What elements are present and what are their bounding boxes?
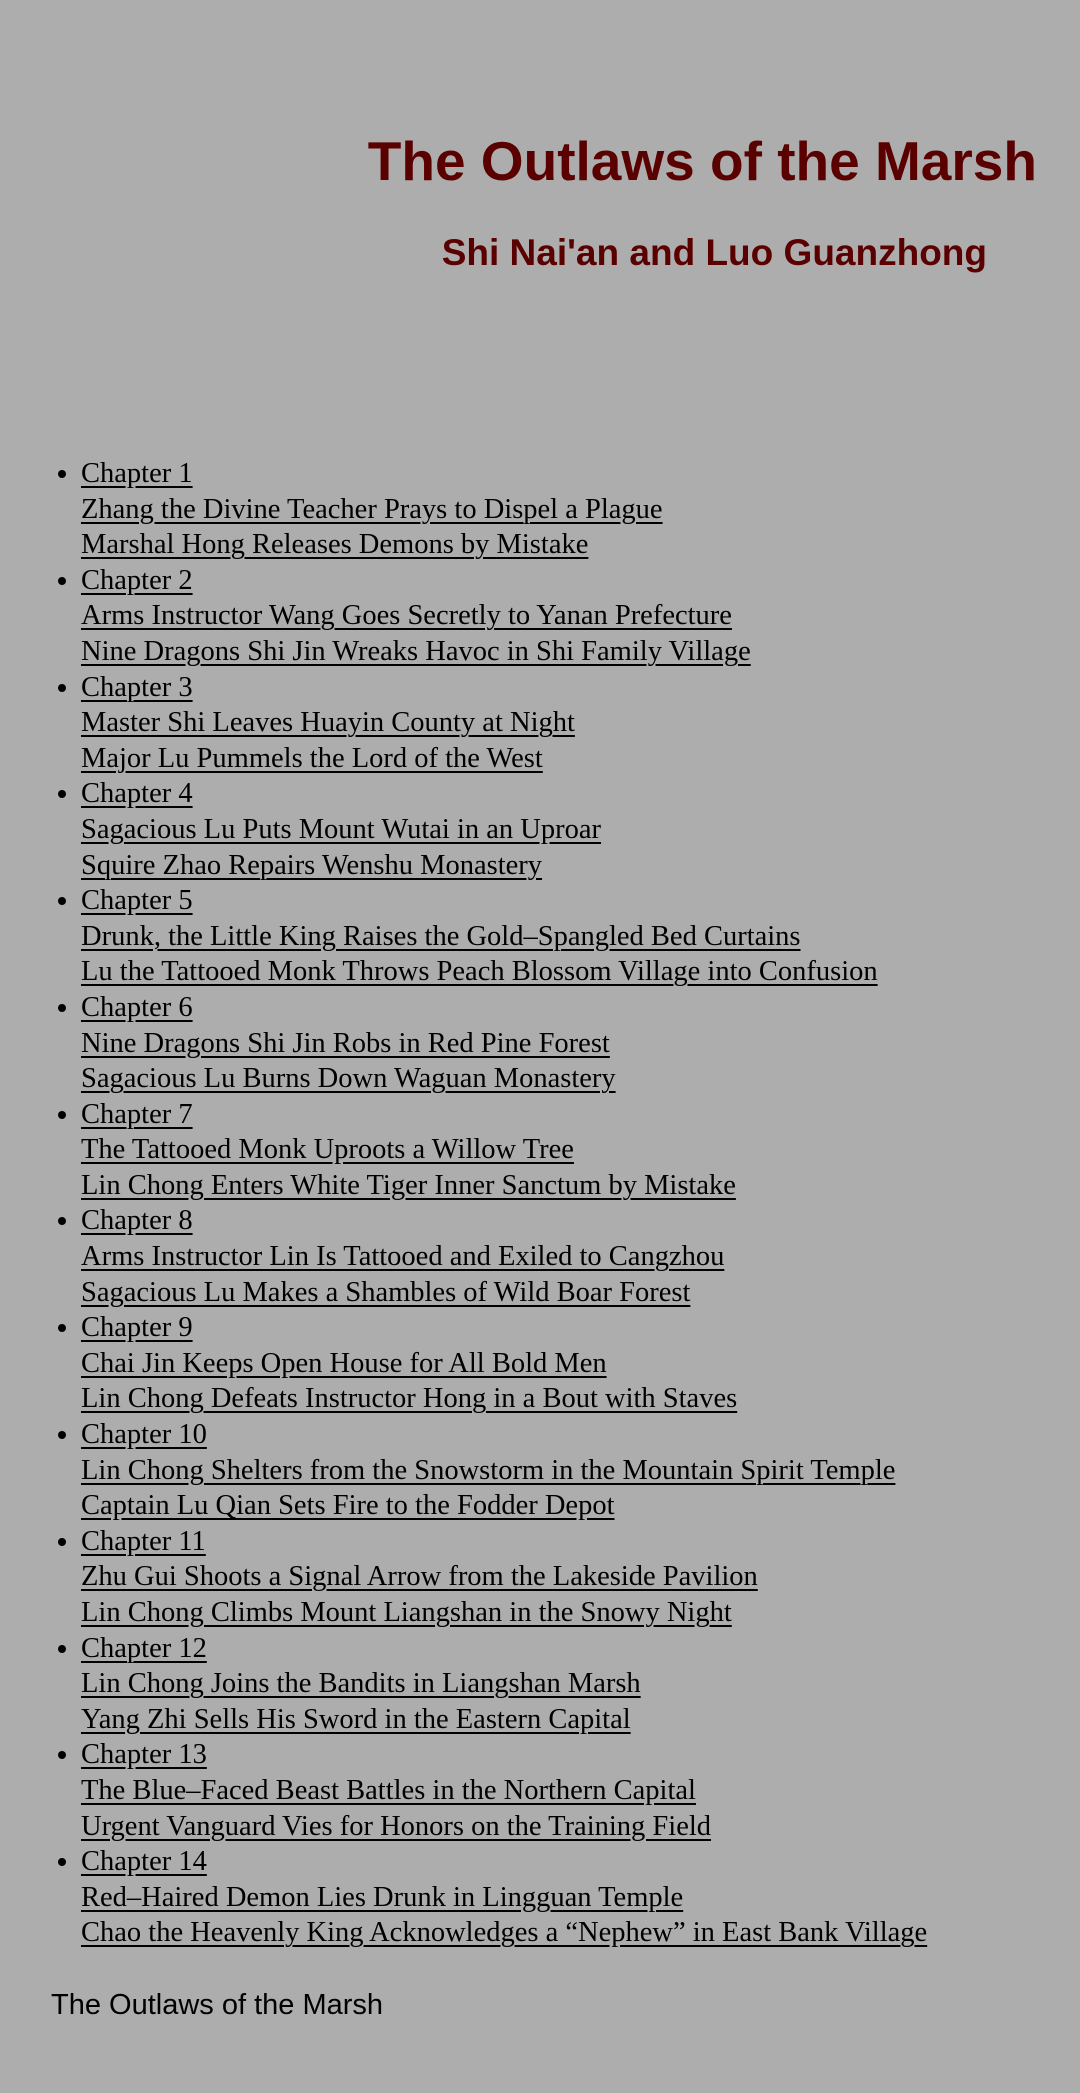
chapter-9-title-link-2[interactable]: Lin Chong Defeats Instructor Hong in a Bout with Staves [81, 1383, 738, 1415]
toc-item-chapter-12 [81, 1631, 1041, 1738]
toc-item-chapter-7 [81, 1097, 1041, 1204]
chapter-2-title-link-2[interactable]: Nine Dragons Shi Jin Wreaks Havoc in Shi Family Village [81, 635, 751, 667]
chapter-3-link[interactable]: • Chapter 3 [81, 671, 193, 703]
chapter-4-title-link-1[interactable]: Sagacious Lu Puts Mount Wutai in an Uproar [81, 813, 601, 845]
chapter-8-link[interactable]: • Chapter 8 [81, 1205, 193, 1237]
toc-item-chapter-6 [81, 990, 1041, 1097]
chapter-1-title-link-2[interactable]: Marshal Hong Releases Demons by Mistake [81, 529, 589, 561]
chapter-3-title-link-2[interactable]: Major Lu Pummels the Lord of the West [81, 742, 543, 774]
chapter-14-link[interactable]: • Chapter 14 [81, 1846, 207, 1878]
chapter-10-title-link-1[interactable]: Lin Chong Shelters from the Snowstorm in the Mountain Spirit Temple [81, 1454, 896, 1486]
chapter-8-title-link-1[interactable]: Arms Instructor Lin Is Tattooed and Exiled to Cangzhou [81, 1241, 725, 1273]
chapter-14-title-link-2[interactable]: Chao the Heavenly King Acknowledges a “Nephew” in East Bank Village [81, 1917, 928, 1949]
chapter-12-title-link-1[interactable]: Lin Chong Joins the Bandits in Liangshan Marsh [81, 1668, 641, 1700]
chapter-7-link[interactable]: • Chapter 7 [81, 1098, 193, 1130]
chapter-11-title-link-1[interactable]: Zhu Gui Shoots a Signal Arrow from the Lakeside Pavilion [81, 1561, 758, 1593]
chapter-8-title-link-2[interactable]: Sagacious Lu Makes a Shambles of Wild Boar Forest [81, 1276, 691, 1308]
chapter-13-link[interactable]: • Chapter 13 [81, 1739, 207, 1771]
chapter-13-title-link-1[interactable]: The Blue–Faced Beast Battles in the Northern Capital [81, 1774, 696, 1806]
chapter-9-link[interactable]: • Chapter 9 [81, 1312, 193, 1344]
toc-item-chapter-9 [81, 1310, 1041, 1417]
chapter-10-title-link-2[interactable]: Captain Lu Qian Sets Fire to the Fodder Depot [81, 1490, 615, 1522]
toc-item-chapter-8 [81, 1203, 1041, 1310]
toc-item-chapter-1 [81, 456, 1041, 563]
chapter-4-title-link-2[interactable]: Squire Zhao Repairs Wenshu Monastery [81, 849, 543, 881]
toc-item-chapter-13 [81, 1737, 1041, 1844]
chapter-4-link[interactable]: • Chapter 4 [81, 778, 193, 810]
toc-item-chapter-4 [81, 776, 1041, 883]
table-of-contents [0, 456, 1041, 1951]
chapter-12-title-link-2[interactable]: Yang Zhi Sells His Sword in the Eastern Capital [81, 1703, 631, 1735]
chapter-12-link[interactable]: • Chapter 12 [81, 1632, 207, 1664]
chapter-14-title-link-1[interactable]: Red–Haired Demon Lies Drunk in Lingguan Temple [81, 1881, 684, 1913]
chapter-5-title-link-1[interactable]: Drunk, the Little King Raises the Gold–Spangled Bed Curtains [81, 920, 801, 952]
chapter-5-title-link-2[interactable]: Lu the Tattooed Monk Throws Peach Blossom Village into Confusion [81, 956, 878, 988]
chapter-1-title-link-1[interactable]: Zhang the Divine Teacher Prays to Dispel a Plague [81, 493, 663, 525]
toc-item-chapter-2 [81, 563, 1041, 670]
chapter-11-title-link-2[interactable]: Lin Chong Climbs Mount Liangshan in the Snowy Night [81, 1597, 732, 1628]
chapter-2-title-link-1[interactable]: Arms Instructor Wang Goes Secretly to Yanan Prefecture [81, 600, 732, 632]
toc-item-chapter-10 [81, 1417, 1041, 1524]
chapter-7-title-link-2[interactable]: Lin Chong Enters White Tiger Inner Sanctum by Mistake [81, 1169, 736, 1201]
footer-book-title: The Outlaws of the Marsh [51, 1989, 384, 2021]
book-title: The Outlaws of the Marsh [367, 130, 1037, 192]
chapter-13-title-link-2[interactable]: Urgent Vanguard Vies for Honors on the Training Field [81, 1810, 712, 1842]
book-author: Shi Nai'an and Luo Guanzhong [441, 232, 987, 273]
chapter-6-link[interactable]: • Chapter 6 [81, 991, 193, 1023]
toc-item-chapter-5 [81, 883, 1041, 990]
toc-item-chapter-11 [81, 1524, 1041, 1631]
chapter-3-title-link-1[interactable]: Master Shi Leaves Huayin County at Night [81, 707, 575, 739]
chapter-9-title-link-1[interactable]: Chai Jin Keeps Open House for All Bold Men [81, 1347, 607, 1379]
chapter-6-title-link-2[interactable]: Sagacious Lu Burns Down Waguan Monastery [81, 1063, 616, 1095]
chapter-10-link[interactable]: • Chapter 10 [81, 1419, 207, 1451]
chapter-11-link[interactable]: • Chapter 11 [81, 1525, 206, 1557]
chapter-6-title-link-1[interactable]: Nine Dragons Shi Jin Robs in Red Pine Forest [81, 1027, 610, 1059]
chapter-5-link[interactable]: • Chapter 5 [81, 885, 193, 917]
chapter-2-link[interactable]: • Chapter 2 [81, 564, 193, 596]
chapter-7-title-link-1[interactable]: The Tattooed Monk Uproots a Willow Tree [81, 1134, 574, 1166]
toc-item-chapter-14 [81, 1844, 1041, 1951]
toc-item-chapter-3 [81, 670, 1041, 777]
chapter-1-link[interactable]: • Chapter 1 [81, 458, 193, 489]
